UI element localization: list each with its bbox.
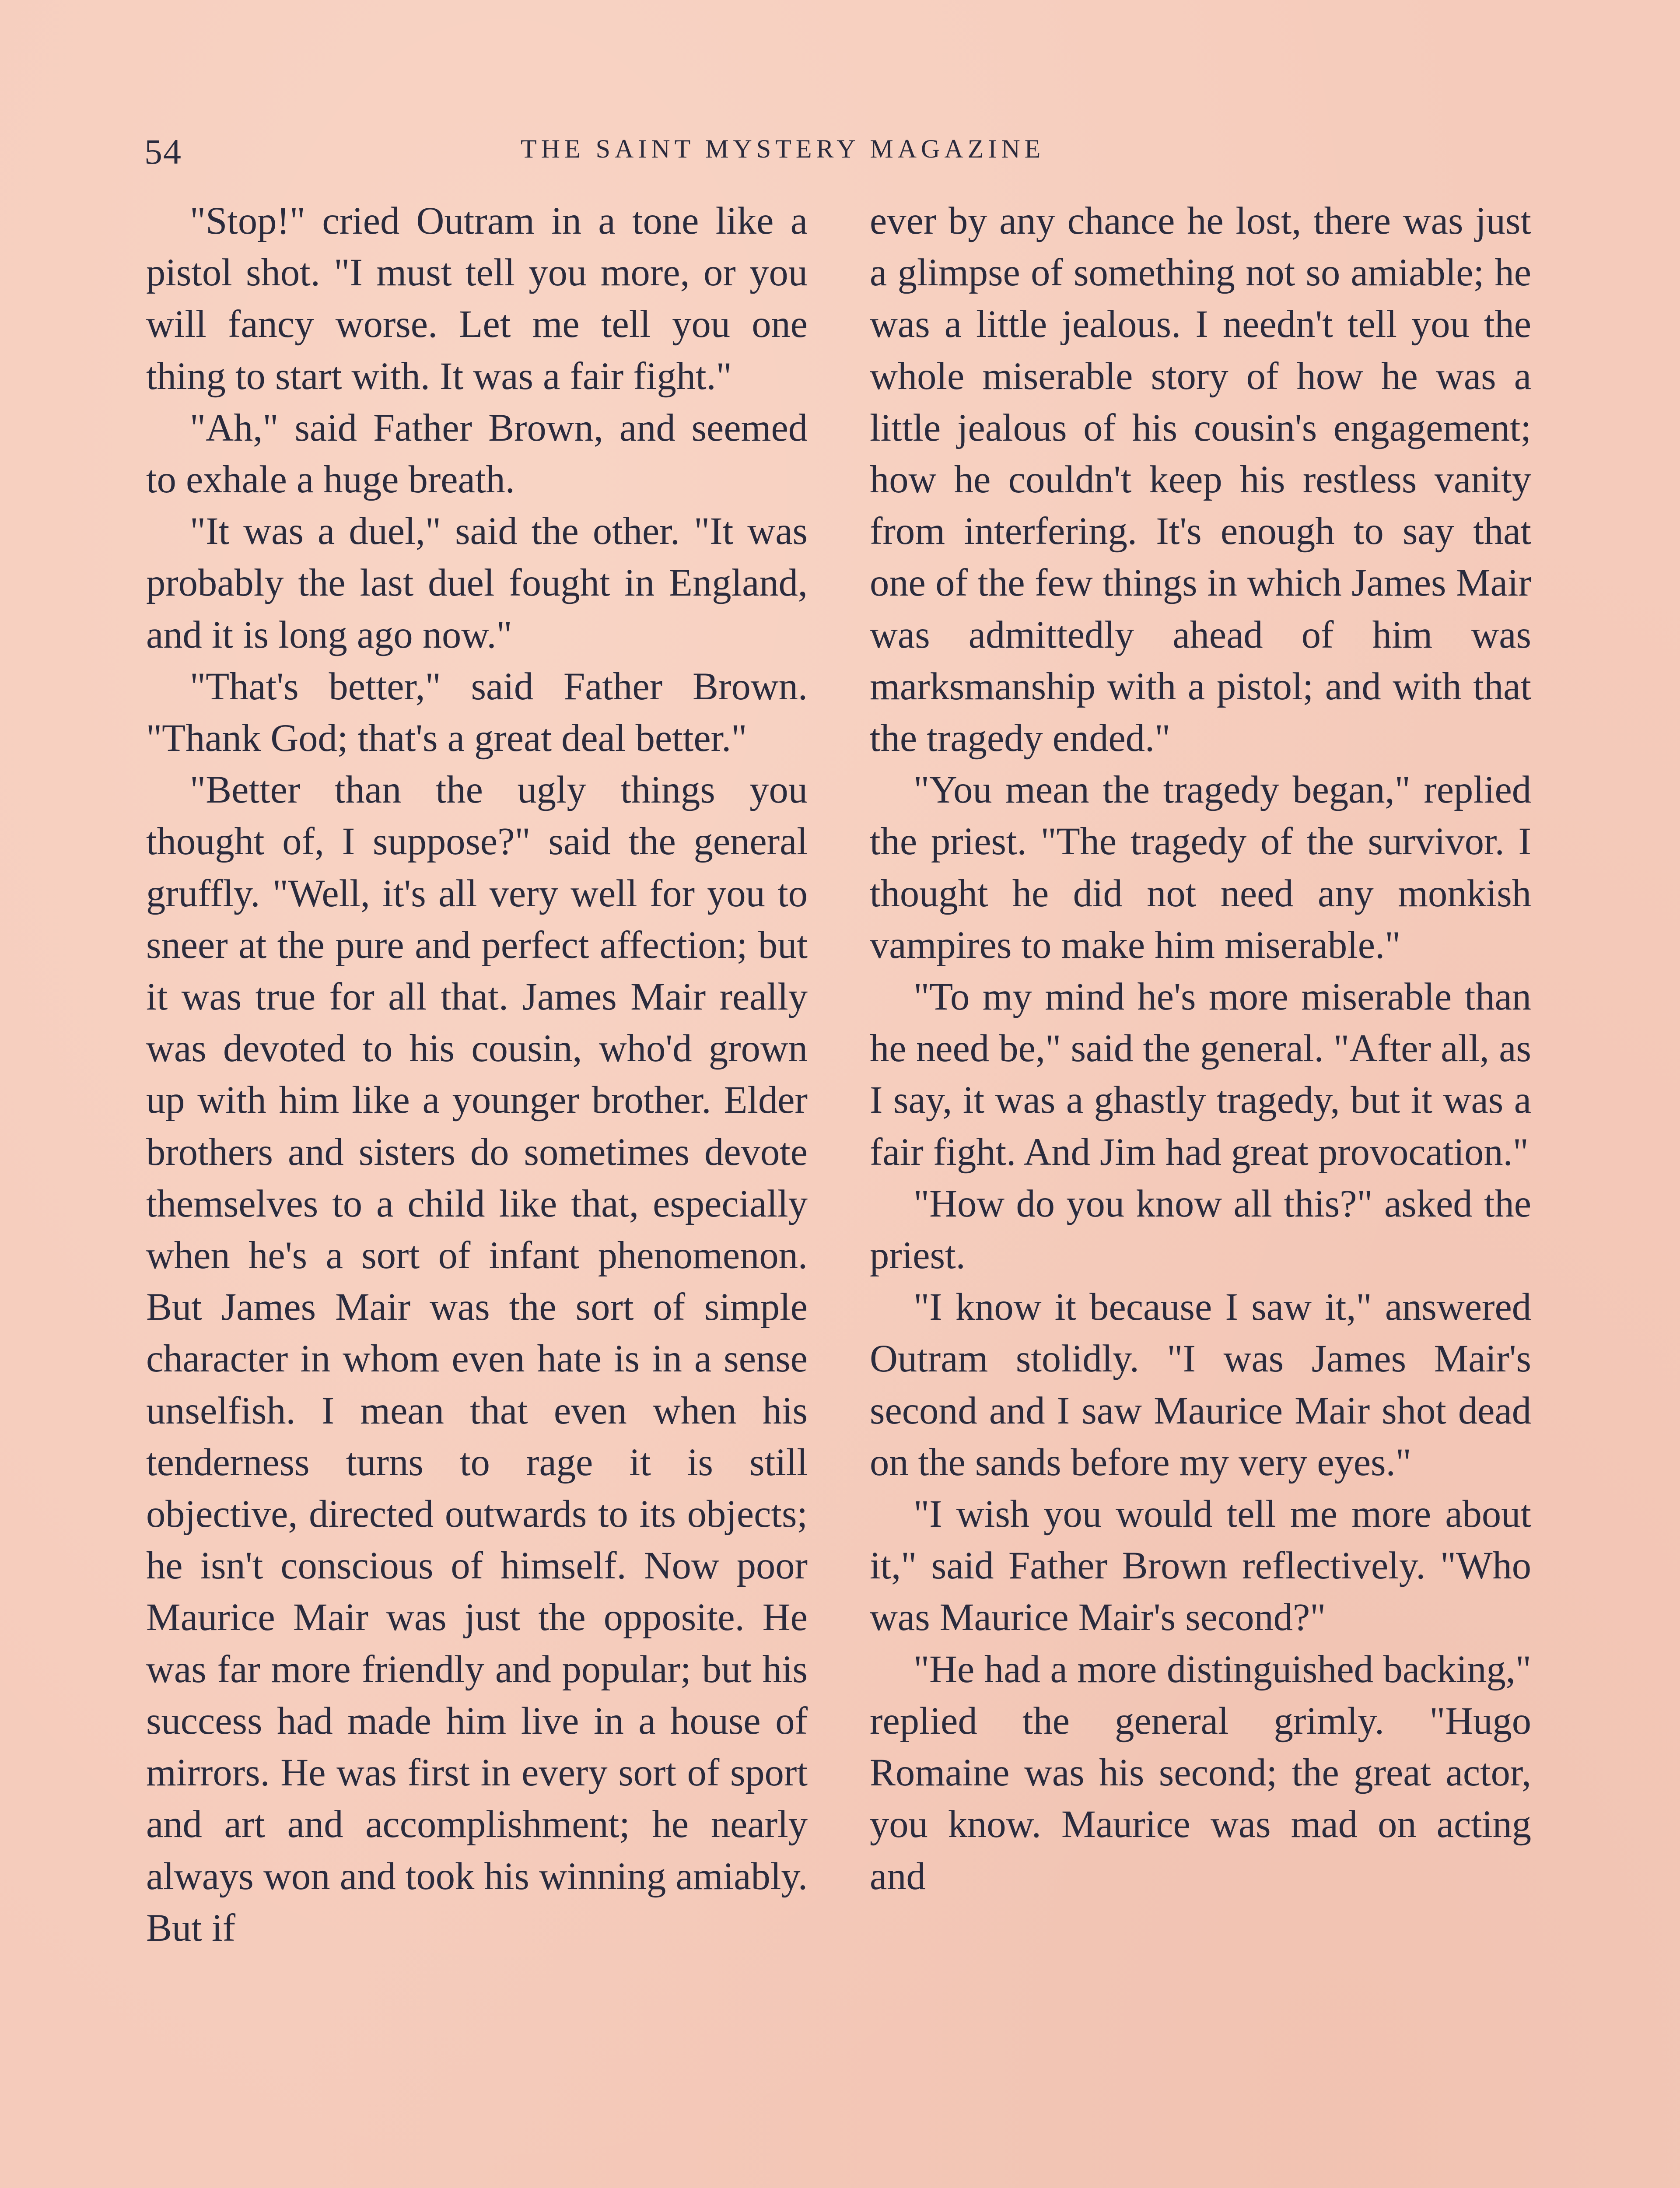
paragraph: "Better than the ugly things you thought of, I suppose?" said the general gruffly. "Well, it's all very well for you to sneer at the pure and perfect affection; but it was true for all that. James Mair really was devoted to his cousin, who'd grown up with him like a younger brother. Elder brothers and sisters do sometimes devote themselves to a child like that, especially when he's a sort of infant phenomenon. But James Mair was the sort of simple character in whom even hate is in a sense unselfish. I mean that even when his tenderness turns to rage it is still objective, directed outwards to its objects; he isn't conscious of himself. Now poor Maurice Mair was just the opposite. He was far more friendly and popular; but his success had made him live in a house of mirrors. He was first in every sort of sport and art and accomplishment; he nearly always won and took his winning amiably. But if bbox=[146, 768, 808, 1950]
running-head: THE SAINT MYSTERY MAGAZINE bbox=[521, 134, 1045, 163]
page-number: 54 bbox=[144, 132, 182, 172]
paragraph: "He had a more distinguished backing," replied the general grimly. "Hugo Romaine was his second; the great actor, you know. Maurice was mad on acting and bbox=[870, 1648, 1531, 1898]
paragraph: "Stop!" cried Outram in a tone like a pistol shot. "I must tell you more, or you will fancy worse. Let me tell you one thing to start with. It was a fair fight." bbox=[146, 200, 808, 398]
paragraph: "It was a duel," said the other. "It was probably the last duel fought in England, and it is long ago now." bbox=[146, 510, 808, 656]
page-header bbox=[144, 127, 1536, 175]
paragraph-continuation: ever by any chance he lost, there was just a glimpse of something not so amiable; he was a little jealous. I needn't tell you the whole miserable story of how he was a little jealous of his cousin's engagement; how he couldn't keep his restless vanity from interfering. It's enough to say that one of the few things in which James Mair was admittedly ahead of him was marksmanship with a pistol; and with that the tragedy ended." bbox=[870, 200, 1531, 760]
paragraph: "I know it because I saw it," answered Outram stolidly. "I was James Mair's second and I saw Maurice Mair shot dead on the sands before my very eyes." bbox=[870, 1286, 1531, 1484]
paragraph: "Ah," said Father Brown, and seemed to exhale a huge breath. bbox=[146, 406, 808, 501]
right-column bbox=[870, 195, 1531, 1902]
paragraph: "I wish you would tell me more about it," said Father Brown reflectively. "Who was Maurice Mair's second?" bbox=[870, 1493, 1531, 1639]
paragraph: "How do you know all this?" asked the priest. bbox=[870, 1182, 1531, 1277]
paragraph: "You mean the tragedy began," replied the priest. "The tragedy of the survivor. I thought he did not need any monkish vampires to make him miserable." bbox=[870, 768, 1531, 967]
left-column bbox=[146, 195, 808, 1954]
paragraph: "That's better," said Father Brown. "Thank God; that's a great deal better." bbox=[146, 665, 808, 760]
paragraph: "To my mind he's more miserable than he need be," said the general. "After all, as I say, it was a ghastly tragedy, but it was a fair fight. And Jim had great provocation." bbox=[870, 975, 1531, 1174]
